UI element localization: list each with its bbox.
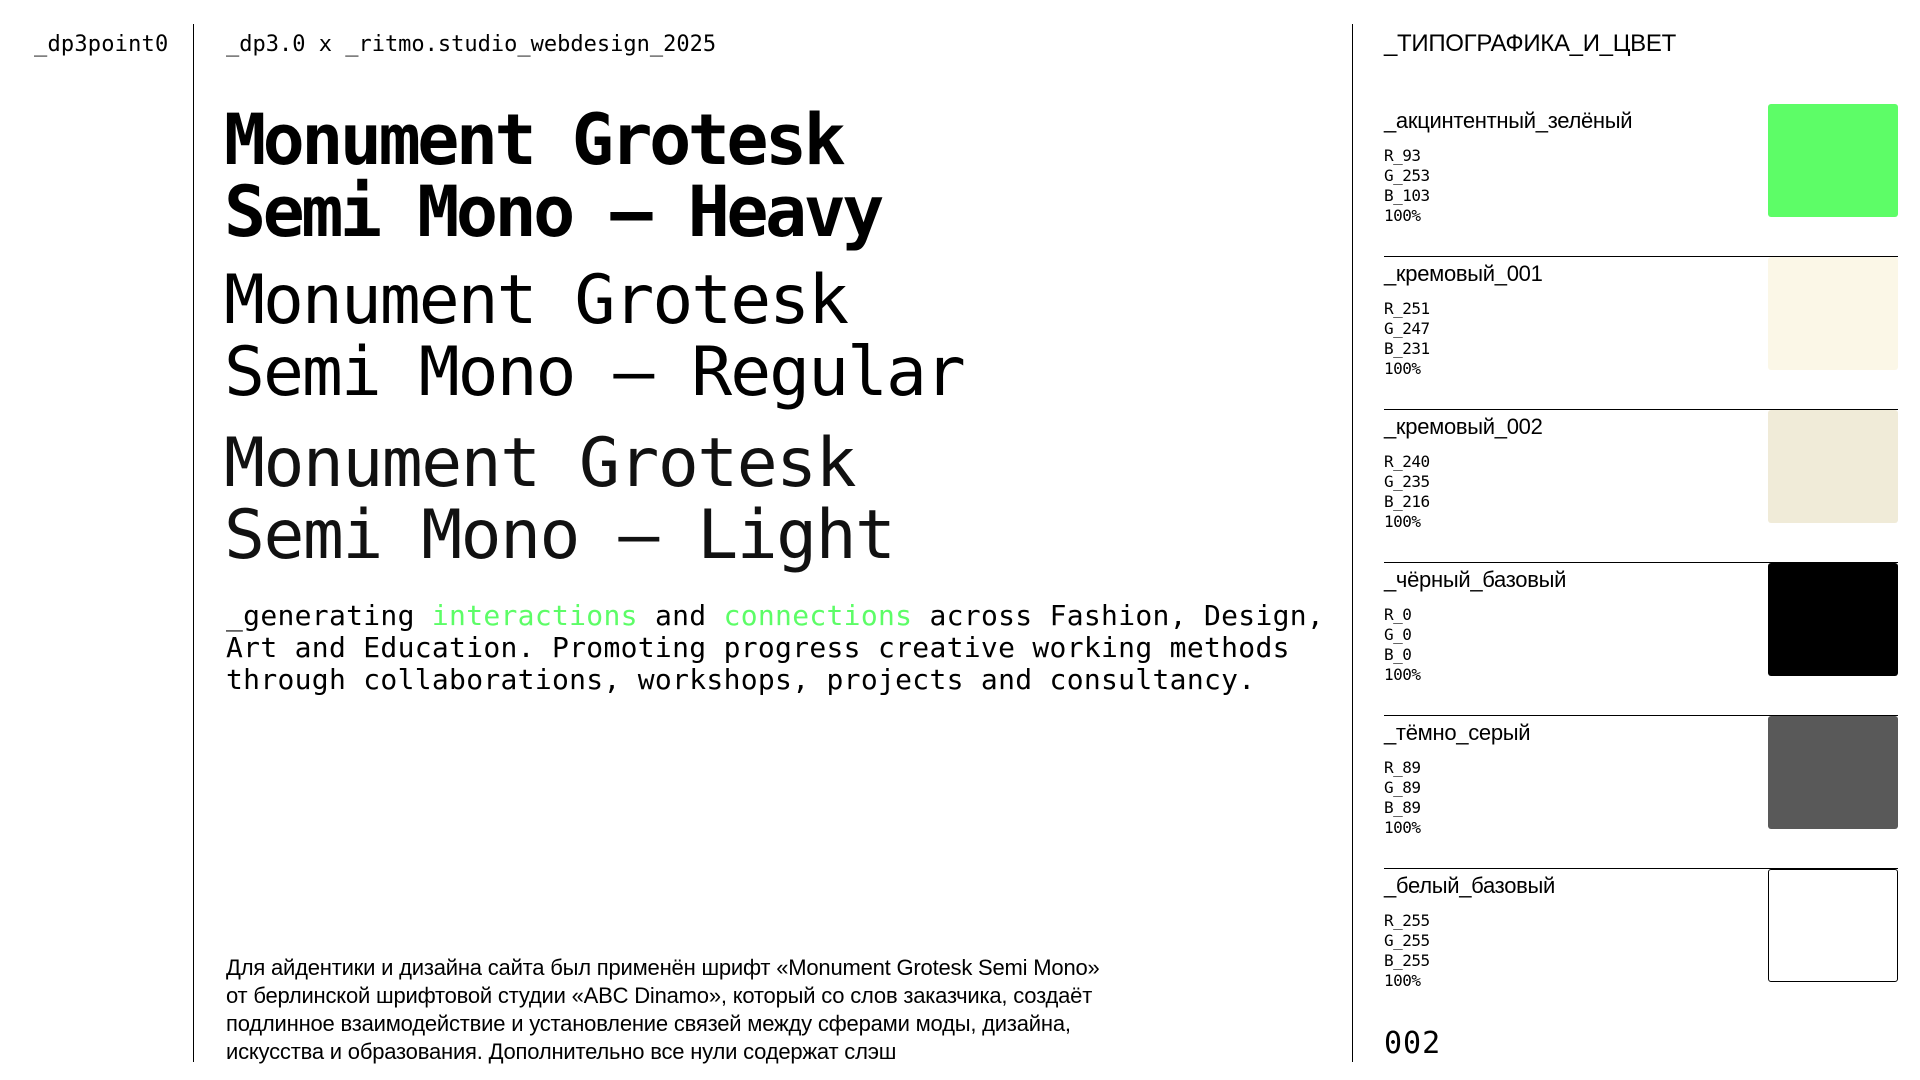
tagline-accent-connections: connections: [723, 599, 913, 632]
description-line: искусства и образования. Дополнительно все нули содержат слэш: [226, 1039, 897, 1064]
description-line: подлинное взаимодействие и установление связей между сферами моды, дизайна,: [226, 1011, 1071, 1036]
description-line: от берлинской шрифтовой студии «ABC Dinamo», который со слов заказчика, создаёт: [226, 983, 1093, 1008]
palette-title: _ТИПОГРАФИКА_И_ЦВЕТ: [1384, 30, 1676, 57]
swatch-chip: [1768, 563, 1898, 676]
swatch-values: [1384, 146, 1430, 226]
left-divider: [193, 24, 194, 1062]
tagline-text: across Fashion, Design,: [912, 599, 1325, 632]
right-divider: [1352, 24, 1353, 1062]
swatch-b: B_103: [1384, 186, 1430, 205]
specimen-regular: [224, 261, 964, 412]
swatch-cream-002: [1384, 410, 1898, 563]
specimen-heavy: [224, 99, 881, 253]
swatch-values: [1384, 299, 1430, 379]
swatch-name: _чёрный_базовый: [1384, 567, 1567, 592]
swatch-opacity: 100%: [1384, 512, 1421, 531]
specimen-regular-line1: Monument Grotesk: [224, 261, 848, 340]
swatch-chip: [1768, 716, 1898, 829]
swatch-accent-green: [1384, 104, 1898, 257]
swatch-b: B_0: [1384, 645, 1412, 664]
swatch-opacity: 100%: [1384, 206, 1421, 225]
swatch-b: B_255: [1384, 951, 1430, 970]
specimen-light-line2: Semi Mono — Light: [224, 496, 895, 575]
swatch-r: R_93: [1384, 146, 1421, 165]
swatch-g: G_89: [1384, 778, 1421, 797]
tagline-line3: through collaborations, workshops, projects and consultancy.: [226, 663, 1256, 696]
swatch-g: G_235: [1384, 472, 1430, 491]
swatch-b: B_231: [1384, 339, 1430, 358]
swatch-b: B_89: [1384, 798, 1421, 817]
swatch-chip: [1768, 257, 1898, 370]
swatch-chip: [1768, 410, 1898, 523]
swatch-black-base: [1384, 563, 1898, 716]
swatch-white-base: [1384, 869, 1898, 1022]
swatch-dark-grey: [1384, 716, 1898, 869]
swatch-opacity: 100%: [1384, 665, 1421, 684]
swatch-r: R_240: [1384, 452, 1430, 471]
swatch-name: _белый_базовый: [1384, 873, 1556, 898]
project-title: _dp3.0 x _ritmo.studio_webdesign_2025: [226, 32, 717, 57]
specimen-regular-line2: Semi Mono — Regular: [224, 333, 964, 412]
description-line: Для айдентики и дизайна сайта был применён шрифт «Monument Grotesk Semi Mono»: [226, 955, 1100, 980]
swatch-opacity: 100%: [1384, 818, 1421, 837]
swatch-name: _кремовый_001: [1384, 261, 1543, 286]
swatch-r: R_0: [1384, 605, 1412, 624]
swatch-chip: [1768, 869, 1898, 982]
swatch-r: R_89: [1384, 758, 1421, 777]
swatch-values: [1384, 605, 1421, 685]
tagline-text: _generating: [226, 599, 432, 632]
swatch-g: G_253: [1384, 166, 1430, 185]
brand-label: _dp3point0: [34, 32, 169, 57]
page-number: 002: [1384, 1026, 1442, 1061]
swatch-values: [1384, 758, 1421, 838]
swatch-r: R_255: [1384, 911, 1430, 930]
swatch-g: G_0: [1384, 625, 1412, 644]
tagline-line2: Art and Education. Promoting progress creative working methods: [226, 631, 1290, 664]
swatch-values: [1384, 911, 1430, 991]
swatch-opacity: 100%: [1384, 359, 1421, 378]
specimen-heavy-line1: Monument Grotesk: [224, 99, 843, 181]
swatch-name: _кремовый_002: [1384, 414, 1543, 439]
tagline-text: and: [637, 599, 724, 632]
specimen-light-line1: Monument Grotesk: [224, 424, 856, 503]
swatch-values: [1384, 452, 1430, 532]
swatch-r: R_251: [1384, 299, 1430, 318]
swatch-g: G_247: [1384, 319, 1430, 338]
swatch-name: _акцинтентный_зелёный: [1384, 108, 1633, 133]
specimen-light: [224, 424, 895, 575]
swatch-chip: [1768, 104, 1898, 217]
font-description: [226, 954, 1326, 1066]
tagline-line1: [226, 600, 1336, 632]
tagline: [226, 600, 1336, 696]
swatch-b: B_216: [1384, 492, 1430, 511]
specimen-heavy-line2: Semi Mono — Heavy: [224, 171, 881, 253]
swatch-opacity: 100%: [1384, 971, 1421, 990]
swatch-cream-001: [1384, 257, 1898, 410]
swatch-g: G_255: [1384, 931, 1430, 950]
swatch-name: _тёмно_серый: [1384, 720, 1531, 745]
color-palette: [1384, 104, 1898, 1022]
tagline-accent-interactions: interactions: [431, 599, 638, 632]
